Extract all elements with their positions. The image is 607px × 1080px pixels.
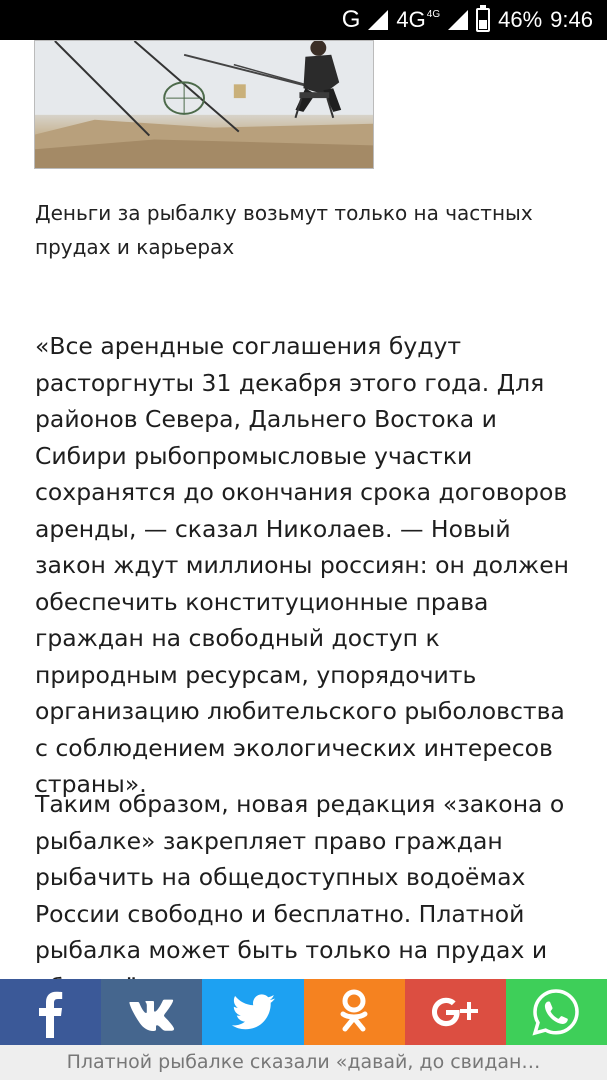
- clock: 9:46: [550, 7, 593, 32]
- photo-caption: Деньги за рыбалку возьмут только на частных прудах и карьерах: [35, 201, 533, 259]
- network-type: 4G $^{4G}$: [396, 7, 441, 32]
- signal-icon: [368, 10, 388, 30]
- share-odnoklassniki-button[interactable]: [304, 979, 405, 1045]
- odnoklassniki-icon: [328, 986, 380, 1038]
- article-paragraph-2: Таким образом, новая редакция «закона о рыбалке» закрепляет право граждан рыбачить на общедоступных водоёмах России свободно и бесплатно. Платной рыбалка может быть только на прудах и: [35, 790, 565, 964]
- battery-icon: [476, 8, 490, 32]
- share-vk-button[interactable]: [101, 979, 202, 1045]
- facebook-icon: [25, 986, 77, 1038]
- signal-icon-2: [448, 10, 468, 30]
- share-facebook-button[interactable]: [0, 979, 101, 1045]
- battery-percent: 46%: [498, 7, 543, 32]
- google-plus-icon: [429, 986, 481, 1038]
- fishing-photo[interactable]: [34, 40, 374, 169]
- whatsapp-icon: [530, 986, 582, 1038]
- status-bar: [0, 0, 607, 40]
- share-whatsapp-button[interactable]: [506, 979, 607, 1045]
- network-letter: G: [341, 6, 361, 33]
- twitter-icon: [227, 986, 279, 1038]
- article-paragraph-1: «Все арендные соглашения будут расторгнуты 31 декабря этого года. Для районов Севера, Дальнего Востока и Сибири рыбопромысловые участки сохранятся до окончания срока договоров аренды, — сказал Николаев. — Новый закон ждут миллионы россиян: он должен обеспечить конституционные права граждан на свободный доступ к природным ресурсам, упорядочить организацию любительского рыболовства с соблюдением экологических интересов страны».: [35, 332, 570, 798]
- related-article-banner[interactable]: Платной рыбалке сказали «давай, до свидан…: [0, 1045, 607, 1080]
- share-google-plus-button[interactable]: [405, 979, 506, 1045]
- share-bar: [0, 979, 607, 1045]
- vk-icon: [126, 986, 178, 1038]
- share-twitter-button[interactable]: [202, 979, 303, 1045]
